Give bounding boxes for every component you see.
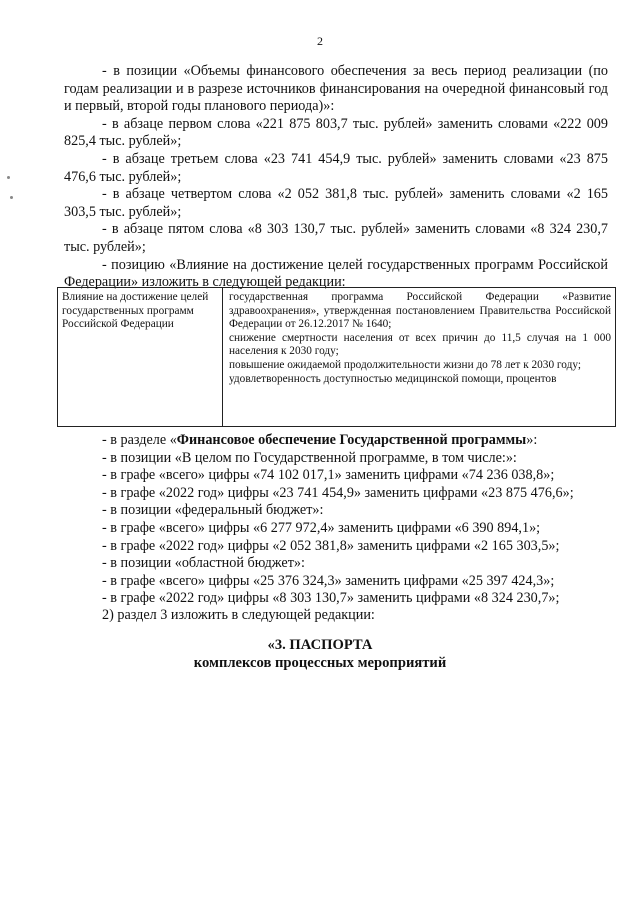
- influence-table: [57, 287, 616, 427]
- table-right-line: повышение ожидаемой продолжительности жизни до 78 лет к 2030 году;: [229, 358, 581, 371]
- section-prefix: - в разделе «: [102, 432, 177, 448]
- list-line: - в графе «2022 год» цифры «8 303 130,7» заменить цифрами «8 324 230,7»;: [102, 590, 560, 607]
- table-right-line: удовлетворенность доступностью медицинской помощи, процентов: [229, 372, 557, 385]
- changes-list: [102, 432, 612, 608]
- heading-line-1: «3. ПАСПОРТА: [267, 637, 373, 653]
- list-line: - в графе «2022 год» цифры «2 052 381,8» заменить цифрами «2 165 303,5»;: [102, 537, 560, 554]
- heading-line-2: комплексов процессных мероприятий: [193, 655, 447, 671]
- item-paragraph: - в абзаце четвертом слова «2 052 381,8 тыс. рублей» заменить словами «2 165 303,5 тыс. рублей»;: [64, 186, 608, 220]
- table-right-line: государственная программа Российской Федерации «Развитие здравоохранения», утвержденная постановлением Правительства Российской Федерации от 26.12.2017 № 1640;: [229, 291, 611, 331]
- list-line: - в графе «всего» цифры «74 102 017,1» заменить цифрами «74 236 038,8»;: [102, 467, 555, 484]
- table-right-cell: [223, 288, 615, 426]
- intro-paragraph: - в позиции «Объемы финансового обеспечения за весь период реализации (по годам реализации и в разрезе источников финансирования на очередной финансовый год и первый, второй годы планового периода)»:: [64, 63, 608, 115]
- list-line: - в графе «2022 год» цифры «23 741 454,9» заменить цифрами «23 875 476,6»;: [102, 484, 574, 501]
- section-line: [102, 432, 612, 450]
- scan-speck: [10, 196, 13, 199]
- scan-speck: [7, 176, 10, 179]
- list-line: - в графе «всего» цифры «6 277 972,4» заменить цифрами «6 390 894,1»;: [102, 519, 541, 536]
- item-paragraph: - в абзаце третьем слова «23 741 454,9 тыс. рублей» заменить словами «23 875 476,6 тыс. рублей»;: [64, 150, 608, 185]
- section-3-line: 2) раздел 3 изложить в следующей редакции:: [102, 607, 375, 623]
- list-line: - в позиции «федеральный бюджет»:: [102, 502, 324, 519]
- section-suffix: »:: [526, 432, 538, 448]
- table-right-line: снижение смертности населения от всех причин до 11,5 случая на 1 000 населения к 2030 году;: [229, 331, 611, 358]
- intro-block: [64, 63, 608, 292]
- section-heading: [0, 636, 640, 672]
- section-title: Финансовое обеспечение Государственной программы: [176, 432, 527, 448]
- item-paragraph: - в абзаце пятом слова «8 303 130,7 тыс. рублей» заменить словами «8 324 230,7 тыс. рублей»;: [64, 221, 608, 255]
- list-line: - в позиции «областной бюджет»:: [102, 555, 305, 572]
- list-line: - в графе «всего» цифры «25 376 324,3» заменить цифрами «25 397 424,3»;: [102, 572, 555, 589]
- table-left-cell: Влияние на достижение целей государственных программ Российской Федерации: [58, 288, 223, 426]
- item-paragraph: - позицию «Влияние на достижение целей государственных программ Российской Федерации» изложить в следующей редакции:: [64, 256, 608, 291]
- page-number: 2: [317, 34, 323, 48]
- list-line: - в позиции «В целом по Государственной программе, в том числе:»:: [102, 449, 517, 466]
- item-paragraph: - в абзаце первом слова «221 875 803,7 тыс. рублей» заменить словами «222 009 825,4 тыс. рублей»;: [64, 115, 608, 150]
